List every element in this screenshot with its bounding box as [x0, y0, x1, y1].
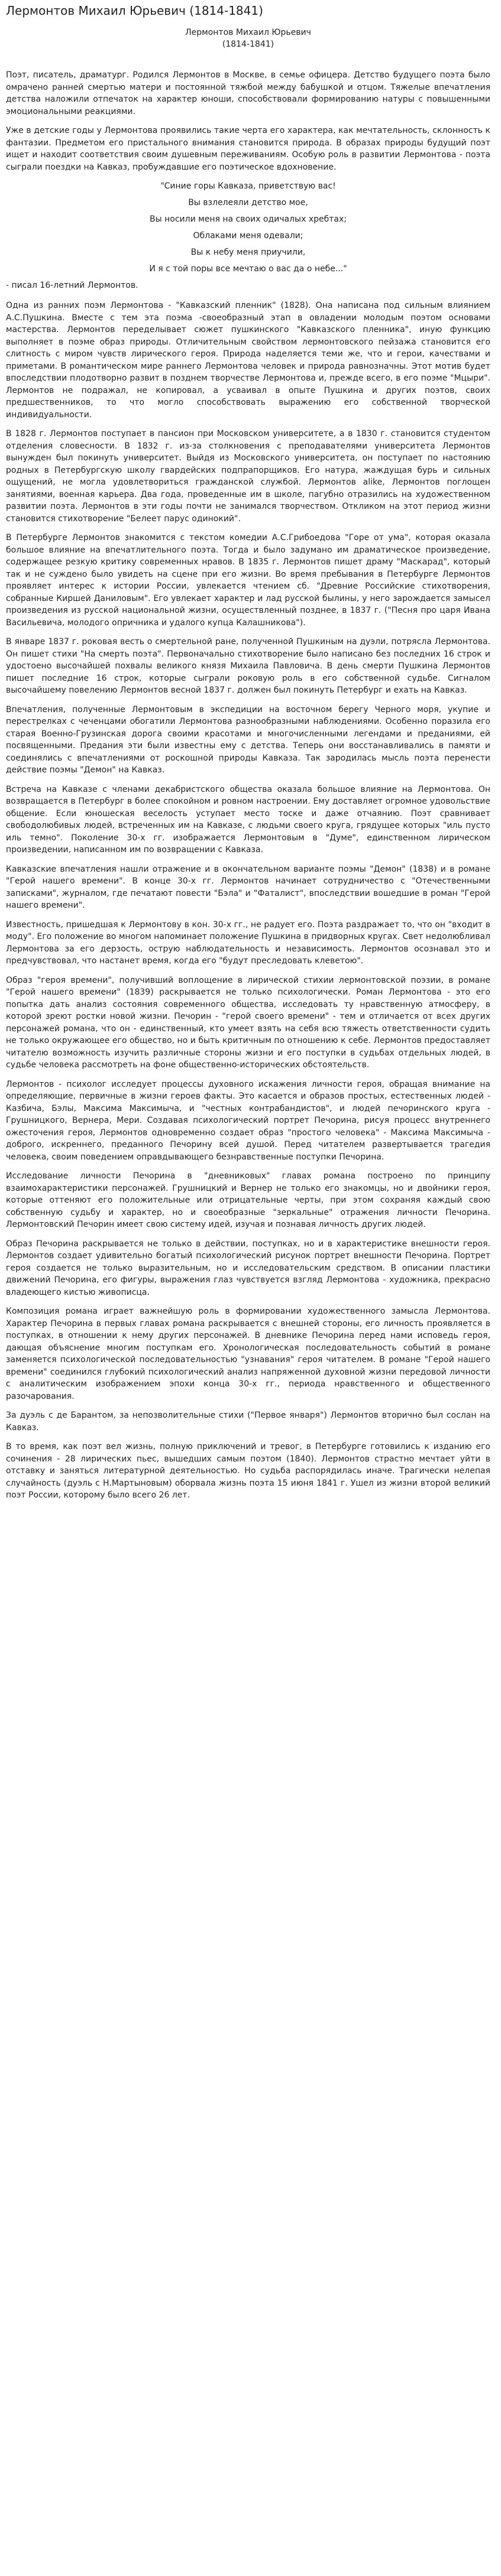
paragraph: Одна из ранних поэм Лермонтова - "Кавказский пленник" (1828). Она написана под сильным влиянием А.С.Пушкина. Вместе с тем эта поэма -своеобразный этап в овладении молодым поэтом основами мастерства. Лермонтов переделывает сюжет пушкинского "Кавказского пленника", иную функцию выполняет в поэме образ природы. Отличительным свойством лермонтовского пейзажа становится его слитность с миром чувств лирического героя. Природа наделяется теми же, что и герои, качествами и приметами. В романтическом мире раннего Лермонтова человек и природа равнозначны. Этот мотив будет впоследствии плодотворно развит в позднем творчестве Лермонтова и, прежде всего, в его поэме "Мцыри". Лермонтов не подражал, не копировал, а усваивал в опыте Пушкина и других поэтов, своих предшественников, то что могло способствовать выражению его собственной творческой индивидуальности. [6, 301, 490, 420]
paragraph: Образ "героя времени", получивший воплощение в лирической стихии лермонтовской поэзии, в романе "Герой нашего времени" (1839) раскрывается не только психологически. Роман Лермонтова - это его попытка дать анализ состояния современного общества, исследовать ту нравственную атмосферу, в которой зреют ростки новой жизни. Печорин - "герой своего времени" - тем и отличается от всех других персонажей романа, что он - единственный, кто умеет взять на себя всю тяжесть ответственности судить не только окружающее его общество, но и быть критичным по отношению к себе. Лермонтов предоставляет читателю возможность изучить различные стороны жизни и его поступки в судьбах отдельных людей, в судьбе человека рассмотреть на фоне общественно-исторических обстоятельств. [6, 975, 490, 1070]
paragraph: Поэт, писатель, драматург. Родился Лермонтов в Москве, в семье офицера. Детство будущего поэта было омрачено ранней смертью матери и постоянной тяжбой между бабушкой и отцом. Тяжелые впечатления детства наложили отпечаток на характер юноши, способствовали формированию натуры с повышенными эмоциональными реакциями. [6, 70, 490, 116]
subhead-dates: (1814-1841) [222, 40, 274, 49]
poem-attribution: - писал 16-летний Лермонтов. [6, 281, 138, 290]
paragraph: В то время, как поэт вел жизнь, полную приключений и тревог, в Петербурге готовились к изданию его сочинения - 28 лирических пьес, вышедших самым поэтом (1840). Лермонтов страстно мечтает уйти в отставку и заняться литературной деятельностью. Но судьба распорядилась иначе. Трагически нелепая случайность (дуэль с Н.Мартыновым) оборвала жизнь поэта 15 июня 1841 г. Ушел из жизни второй великий поэт России, которому было всего 26 лет. [6, 1442, 490, 1500]
paragraph: Исследование личности Печорина в "дневниковых" главах романа построено по принципу взаимохарактеристики персонажей. Грушницкий и Вернер не только его знакомцы, но и двойники героя, которые оттеняют его положительные или отрицательные черты, при этом сохраняя каждый свою собственную судьбу и характер, но и своеобразные "зеркальные" отражения личности Печорина. Лермонтовский Печорин имеет свою систему идей, изучая и познавая личность других людей. [6, 1171, 490, 1229]
paragraph: Впечатления, полученные Лермонтовым в экспедиции на восточном берегу Черного моря, укупие и перестрелках с чеченцами обогатили Лермонтова разнообразными наблюдениями. Особенно поразила его старая Военно-Грузинская дорога своими красотами и многочисленными легендами и преданиями, ей посвященными. Предания эти были известны ему с детства. Теперь они восстанавливались в памяти и соединялись с впечатлениями от роскошной природы Кавказа. Так зародилась мысль поэта перенести действие поэмы "Демон" на Кавказ. [6, 704, 490, 775]
poem-line: "Синие горы Кавказа, приветствую вас! [160, 181, 336, 191]
poem-quote [6, 180, 490, 275]
paragraph: В январе 1837 г. роковая весть о смертельной ране, полученной Пушкиным на дуэли, потрясла Лермонтова. Он пишет стихи "На смерть поэта". Первоначально стихотворение было написано без последних 16 строк и удостоено высочайшей похвалы великого князя Михаила Павловича. В день смерти Пушкина Лермонтов пишет последние 16 строк, которые сыграли роковую роль в его собственной судьбе. Сигналом высочайшему повелению Лермонтов весной 1837 г. должен был покинуть Петербург и ехать на Кавказ. [6, 637, 490, 695]
paragraph: Лермонтов - психолог исследует процессы духовного искажения личности героя, обращая внимание на определяющие, первичные в жизни героев факты. Это касается и образов простых, естественных людей - Казбича, Бэлы, Максима Максимыча, и "честных контрабандистов", и людей печоринского круга - Грушницкого, Вернера, Мери. Создавая психологический портрет Печорина, рисуя процесс внутреннего ожесточения героя, Лермонтов одновременно создает образ "простого человека" - Максима Максимыча - доброго, искреннего, преданного Печорину всей душой. Перед читателем развертывается трагедия человека, своим поведением оправдывающего безнравственные поступки Печорина. [6, 1079, 490, 1162]
paragraph: Кавказские впечатления нашли отражение и в окончательном варианте поэмы "Демон" (1838) и в романе "Герой нашего времени". В конце 30-х гг. Лермонтов начинает сотрудничество с "Отечественными записками", журналом, где печатают повести "Бэла" и "Фаталист", впоследствии вошедшие в роман "Герой нашего времени". [6, 864, 490, 910]
paragraph: Известность, пришедшая к Лермонтову в кон. 30-х гг., не радует его. Поэта раздражает то, что он "входит в моду". Его положение во многом напоминает положение Пушкина в придворных кругах. Свет недолюбливал Лермонтова за его дерзость, острую наблюдательность и независимость. Лермонтов осознавал это и предчувствовал, что настанет время, когда его "будут преследовать клеветою". [6, 920, 490, 966]
paragraph: Образ Печорина раскрывается не только в действии, поступках, но и в характеристике внешности героя. Лермонтов создает удивительно богатый психологический рисунок портрет внешности Печорина. Портрет героя создается не только выразительным, но и исследовательским средством. В описании пластики движений Печорина, его фигуры, выражения глаз чувствуется взгляд Лермонтова - художника, прекрасно владеющего кистью живописца. [6, 1239, 490, 1297]
poem-line: Вы носили меня на своих одичалых хребтах; [150, 215, 347, 224]
poem-line: И я с той поры все мечтаю о вас да о небе..." [149, 264, 347, 274]
paragraph: В Петербурге Лермонтов знакомится с текстом комедии А.С.Грибоедова "Горе от ума", которая оказала большое влияние на впечатлительного поэта. Тогда и было задумано им драматическое произведение, содержащее резкую критику современных нравов. В 1835 г. Лермонтов пишет драму "Маскарад", который так и не суждено было увидеть на сцене при его жизни. Во время пребывания в Петербурге Лермонтов проявляет интерес к истории России, увлекается чтением сб. "Древние Российские стихотворения, собранные Киршей Даниловым". Его увлекает характер и лад русской былины, у него зарождается замысел произведения из русской национальной жизни, осуществленный позднее, в 1837 г. ("Песня про царя Ивана Васильевича, молодого опричника и удалого купца Калашникова"). [6, 533, 490, 628]
poem-line: Вы к небу меня приучили, [190, 248, 306, 257]
paragraph: Композиция романа играет важнейшую роль в формировании художественного замысла Лермонтова. Характер Печорина в первых главах романа раскрывается с внешней стороны, его личность проявляется в поступках, в отношении к нему других персонажей. В дневнике Печорина перед нами исповедь героя, дающая объяснение многим поступкам его. Хронологическая последовательность событий в романе заменяется психологической последовательностью "узнавания" героя читателем. В романе "Герой нашего времени" соединился глубокий психологический анализ напряженной духовной жизни передовой личности с аналитическим изображением эпохи конца 30-х гг., периода нравственного и общественного разочарования. [6, 1307, 490, 1401]
poem-line: Вы взлелеяли детство мое, [188, 198, 308, 207]
paragraph: Уже в детские годы у Лермонтова проявились такие черта его характера, как мечтательность, склонность к фантазии. Предметом его пристального внимания становится природа. В образах природы будущий поэт ищет и находит соответствия своим душевным переживаниям. Особую роль в развитии Лермонтова - поэта сыграли поездки на Кавказ, пробуждавшие его поэтическое вдохновение. [6, 126, 490, 172]
subhead-name: Лермонтов Михаил Юрьевич [185, 28, 311, 37]
page-title: Лермонтов Михаил Юрьевич (1814-1841) [6, 4, 263, 18]
paragraph: Встреча на Кавказе с членами декабристского общества оказала большое влияние на Лермонтова. Он возвращается в Петербург в более спокойном и ровном настроении. Ему доставляет огромное удовольствие общение. Если юношеская веселость уступает место тоске и даже отчаянию. Поэт сравнивает свободолюбивых людей, встреченных им на Кавказе, с людьми своего круга, грядущее которых "иль пусто иль темно". Поколение 30-х гг. изображается Лермонтовым в "Думе", единственном лирическом произведении, написанном им по возвращении с Кавказа. [6, 784, 490, 855]
paragraph: За дуэль с де Барантом, за непозволительные стихи ("Первое января") Лермонтов вторично был сослан на Кавказ. [6, 1411, 490, 1432]
paragraph: В 1828 г. Лермонтов поступает в пансион при Московском университете, а в 1830 г. становится студентом отделения словесности. В 1832 г. из-за столкновения с преподавателями университета Лермонтов вынужден был покинуть университет. Выйдя из Московского университета, он поступает по настоянию родных в Петербургскую школу гвардейских подпрапорщиков. Его натура, жаждущая бурь и сильных ощущений, не могла удовлетвориться гражданской службой. Лермонтов alike, Лермонтов поглощен занятиями, военная карьера. Два года, проведенные им в школе, пагубно отразились на художественном развитии поэта. Лермонтов в эти годы почти не занимался творчеством. Откликом на этот период жизни становится стихотворение "Белеет парус одинокий". [6, 429, 490, 524]
poem-line: Облаками меня одевали; [193, 231, 303, 241]
